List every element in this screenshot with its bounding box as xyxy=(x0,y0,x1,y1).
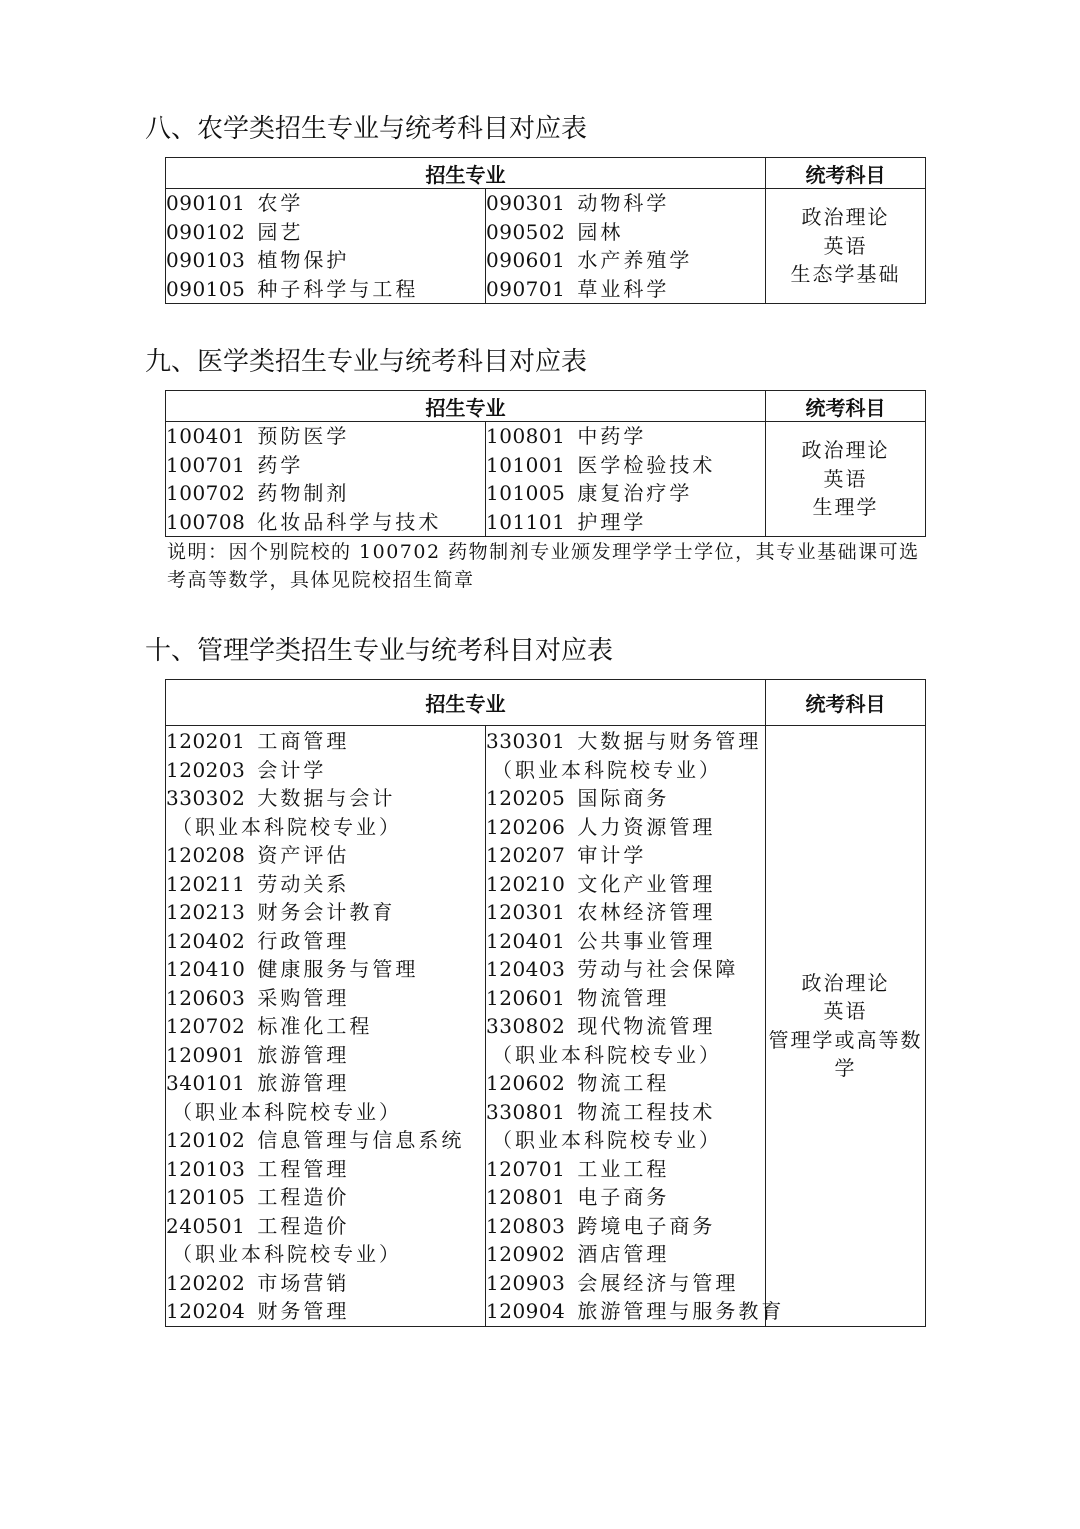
major-name: 工程管理 xyxy=(257,1156,350,1181)
major-code: 120201 xyxy=(166,729,246,753)
major-list-right xyxy=(486,422,766,537)
major-item xyxy=(166,246,485,275)
major-name: 药学 xyxy=(257,452,304,477)
major-item xyxy=(486,727,765,756)
major-code: 090301 xyxy=(486,191,566,215)
major-code: 100702 xyxy=(166,481,246,505)
major-item xyxy=(486,898,765,927)
major-item xyxy=(486,218,765,247)
subject-item: 生态学基础 xyxy=(790,262,901,287)
major-item xyxy=(166,189,485,218)
major-item xyxy=(166,955,485,984)
major-code: 120105 xyxy=(166,1185,246,1209)
major-name: 园林 xyxy=(577,219,624,244)
major-name: 农学 xyxy=(257,191,304,215)
major-code: 100701 xyxy=(166,452,246,477)
major-item xyxy=(166,1297,485,1326)
major-item xyxy=(486,246,765,275)
major-code: 120205 xyxy=(486,786,566,810)
major-code: 240501 xyxy=(166,1213,246,1238)
major-name: 旅游管理 xyxy=(257,1071,350,1095)
major-name: 国际商务 xyxy=(577,786,670,810)
major-item xyxy=(166,508,485,537)
major-name: 行政管理 xyxy=(257,928,350,953)
header-major: 招生专业 xyxy=(166,680,766,726)
major-name: 信息管理与信息系统 xyxy=(257,1128,465,1152)
major-name: 旅游管理与服务教育 xyxy=(577,1299,785,1323)
major-item xyxy=(486,870,765,899)
header-major: 招生专业 xyxy=(166,391,766,422)
major-code: 120402 xyxy=(166,928,246,953)
major-item xyxy=(166,422,485,451)
major-item xyxy=(486,275,765,304)
major-code: 120801 xyxy=(486,1185,566,1209)
major-code: 120902 xyxy=(486,1242,566,1266)
major-name: 物流工程 xyxy=(577,1071,670,1095)
major-code: 120702 xyxy=(166,1014,246,1038)
major-code: 120203 xyxy=(166,757,246,782)
major-code: 101101 xyxy=(486,509,566,534)
major-name: 康复治疗学 xyxy=(577,481,693,505)
major-name: 财务会计教育 xyxy=(257,900,396,924)
major-item xyxy=(486,1069,765,1098)
major-item xyxy=(166,451,485,480)
major-name: 财务管理 xyxy=(257,1299,350,1323)
table-medicine xyxy=(165,390,926,537)
major-list-right xyxy=(486,726,785,1327)
major-name: 采购管理 xyxy=(257,985,350,1010)
major-code: 330801 xyxy=(486,1099,566,1124)
major-code: 120102 xyxy=(166,1128,246,1152)
major-item xyxy=(486,1155,765,1184)
major-name: 标准化工程 xyxy=(257,1014,373,1038)
major-item xyxy=(486,422,765,451)
table-management xyxy=(165,679,926,1327)
major-item xyxy=(166,1041,485,1070)
major-item xyxy=(486,451,765,480)
major-code: 330802 xyxy=(486,1014,566,1038)
major-item xyxy=(166,784,485,813)
table-agriculture xyxy=(165,157,926,304)
major-code: 100708 xyxy=(166,509,246,534)
major-item xyxy=(486,984,765,1013)
major-item xyxy=(486,813,765,842)
major-list-left xyxy=(166,422,486,537)
header-major: 招生专业 xyxy=(166,158,766,189)
major-name: 水产养殖学 xyxy=(577,248,693,272)
major-name: 护理学 xyxy=(577,509,647,534)
major-code: 120403 xyxy=(486,957,566,981)
major-name: 草业科学 xyxy=(577,276,670,301)
major-name: 中药学 xyxy=(577,424,647,448)
major-item xyxy=(486,784,765,813)
major-name: 工程造价 xyxy=(257,1185,350,1209)
major-item xyxy=(486,508,765,537)
major-name: 现代物流管理 xyxy=(577,1014,716,1038)
major-list-right xyxy=(486,189,766,304)
exam-subjects xyxy=(766,726,926,1327)
major-name: 大数据与会计 xyxy=(257,786,396,810)
section-title-management: 十、管理学类招生专业与统考科目对应表 xyxy=(145,636,614,666)
major-code: 120901 xyxy=(166,1042,246,1067)
major-note: （职业本科院校专业） xyxy=(172,1242,402,1266)
major-code: 101001 xyxy=(486,452,566,477)
major-name: 药物制剂 xyxy=(257,481,350,505)
major-name: 种子科学与工程 xyxy=(257,276,419,301)
major-code: 120211 xyxy=(166,871,246,896)
major-note: （职业本科院校专业） xyxy=(492,757,722,782)
major-code: 120401 xyxy=(486,928,566,953)
major-name: 劳动关系 xyxy=(257,871,350,896)
major-note: （职业本科院校专业） xyxy=(172,814,402,839)
major-code: 120213 xyxy=(166,900,246,924)
major-code: 120410 xyxy=(166,957,246,981)
major-code: 100401 xyxy=(166,424,246,448)
major-item xyxy=(166,1212,485,1241)
major-name: 跨境电子商务 xyxy=(577,1213,716,1238)
major-item xyxy=(166,727,485,756)
major-name: 化妆品科学与技术 xyxy=(257,509,442,534)
major-name: 健康服务与管理 xyxy=(257,957,419,981)
major-code: 120701 xyxy=(486,1156,566,1181)
subject-item: 政治理论 xyxy=(801,438,890,463)
major-name: 工程造价 xyxy=(257,1213,350,1238)
major-item xyxy=(486,189,765,218)
major-name: 农林经济管理 xyxy=(577,900,716,924)
major-list-left xyxy=(166,726,486,1327)
major-name: 资产评估 xyxy=(257,843,350,867)
major-item xyxy=(166,218,485,247)
header-subject: 统考科目 xyxy=(766,391,926,422)
major-code: 120210 xyxy=(486,871,566,896)
major-item xyxy=(166,870,485,899)
subject-item: 学 xyxy=(834,1056,857,1081)
major-code: 090102 xyxy=(166,219,246,244)
major-name: 园艺 xyxy=(257,219,304,244)
major-name: 工商管理 xyxy=(257,729,350,753)
medicine-note: 说明：因个别院校的 100702 药物制剂专业颁发理学学士学位，其专业基础课可选考高等数学，具体见院校招生简章 xyxy=(167,541,920,591)
major-name: 市场营销 xyxy=(257,1270,350,1295)
major-name: 预防医学 xyxy=(257,424,350,448)
major-item xyxy=(166,1126,485,1155)
major-item xyxy=(166,927,485,956)
major-code: 120602 xyxy=(486,1071,566,1095)
major-name: 工业工程 xyxy=(577,1156,670,1181)
major-code: 090105 xyxy=(166,276,246,301)
major-code: 120103 xyxy=(166,1156,246,1181)
exam-subjects xyxy=(766,189,926,304)
major-code: 090101 xyxy=(166,191,246,215)
major-item xyxy=(166,898,485,927)
major-name: 文化产业管理 xyxy=(577,871,716,896)
major-code: 090502 xyxy=(486,219,566,244)
subject-item: 英语 xyxy=(823,999,868,1024)
major-item xyxy=(166,756,485,785)
exam-subjects xyxy=(766,422,926,537)
major-name: 医学检验技术 xyxy=(577,452,716,477)
major-note: （职业本科院校专业） xyxy=(172,1099,402,1124)
major-item xyxy=(166,1012,485,1041)
major-name: 审计学 xyxy=(577,843,647,867)
major-note: （职业本科院校专业） xyxy=(492,1128,722,1152)
major-code: 090701 xyxy=(486,276,566,301)
major-code: 120904 xyxy=(486,1299,566,1323)
major-item xyxy=(166,984,485,1013)
major-item xyxy=(486,1269,765,1298)
major-item xyxy=(486,927,765,956)
major-item xyxy=(486,1098,765,1127)
major-list-left xyxy=(166,189,486,304)
major-item xyxy=(166,1155,485,1184)
section-title-agriculture: 八、农学类招生专业与统考科目对应表 xyxy=(145,114,588,144)
major-code: 120206 xyxy=(486,814,566,839)
section-title-medicine: 九、医学类招生专业与统考科目对应表 xyxy=(145,347,588,377)
major-name: 会展经济与管理 xyxy=(577,1270,739,1295)
major-code: 120601 xyxy=(486,985,566,1010)
major-item xyxy=(486,1212,765,1241)
major-name: 劳动与社会保障 xyxy=(577,957,739,981)
major-code: 120603 xyxy=(166,985,246,1010)
major-item xyxy=(486,1012,765,1041)
major-name: 公共事业管理 xyxy=(577,928,716,953)
major-code: 090103 xyxy=(166,248,246,272)
subject-item: 政治理论 xyxy=(801,205,890,230)
major-code: 090601 xyxy=(486,248,566,272)
major-item xyxy=(486,1183,765,1212)
major-item xyxy=(166,479,485,508)
major-name: 动物科学 xyxy=(577,191,670,215)
subject-item: 英语 xyxy=(823,233,868,258)
subject-item: 英语 xyxy=(823,466,868,491)
major-note: （职业本科院校专业） xyxy=(492,1042,722,1067)
major-code: 330302 xyxy=(166,786,246,810)
major-code: 100801 xyxy=(486,424,566,448)
major-item xyxy=(166,1069,485,1098)
major-name: 人力资源管理 xyxy=(577,814,716,839)
subject-item: 生理学 xyxy=(812,495,879,520)
header-subject: 统考科目 xyxy=(766,680,926,726)
major-item xyxy=(486,479,765,508)
major-name: 酒店管理 xyxy=(577,1242,670,1266)
major-name: 植物保护 xyxy=(257,248,350,272)
major-item xyxy=(166,275,485,304)
major-name: 电子商务 xyxy=(577,1185,670,1209)
major-item xyxy=(486,955,765,984)
major-code: 120208 xyxy=(166,843,246,867)
major-item xyxy=(166,841,485,870)
major-name: 物流工程技术 xyxy=(577,1099,716,1124)
major-code: 340101 xyxy=(166,1071,246,1095)
major-code: 101005 xyxy=(486,481,566,505)
subject-item: 政治理论 xyxy=(801,970,890,995)
major-code: 330301 xyxy=(486,729,566,753)
major-name: 物流管理 xyxy=(577,985,670,1010)
major-code: 120204 xyxy=(166,1299,246,1323)
major-code: 120207 xyxy=(486,843,566,867)
major-item xyxy=(486,841,765,870)
subject-item: 管理学或高等数 xyxy=(768,1027,923,1052)
major-name: 旅游管理 xyxy=(257,1042,350,1067)
major-item xyxy=(486,1297,785,1326)
major-item xyxy=(166,1183,485,1212)
major-name: 会计学 xyxy=(257,757,327,782)
major-item xyxy=(486,1240,765,1269)
major-item xyxy=(166,1269,485,1298)
major-code: 120803 xyxy=(486,1213,566,1238)
major-code: 120301 xyxy=(486,900,566,924)
major-name: 大数据与财务管理 xyxy=(577,729,762,753)
header-subject: 统考科目 xyxy=(766,158,926,189)
major-code: 120202 xyxy=(166,1270,246,1295)
major-code: 120903 xyxy=(486,1270,566,1295)
